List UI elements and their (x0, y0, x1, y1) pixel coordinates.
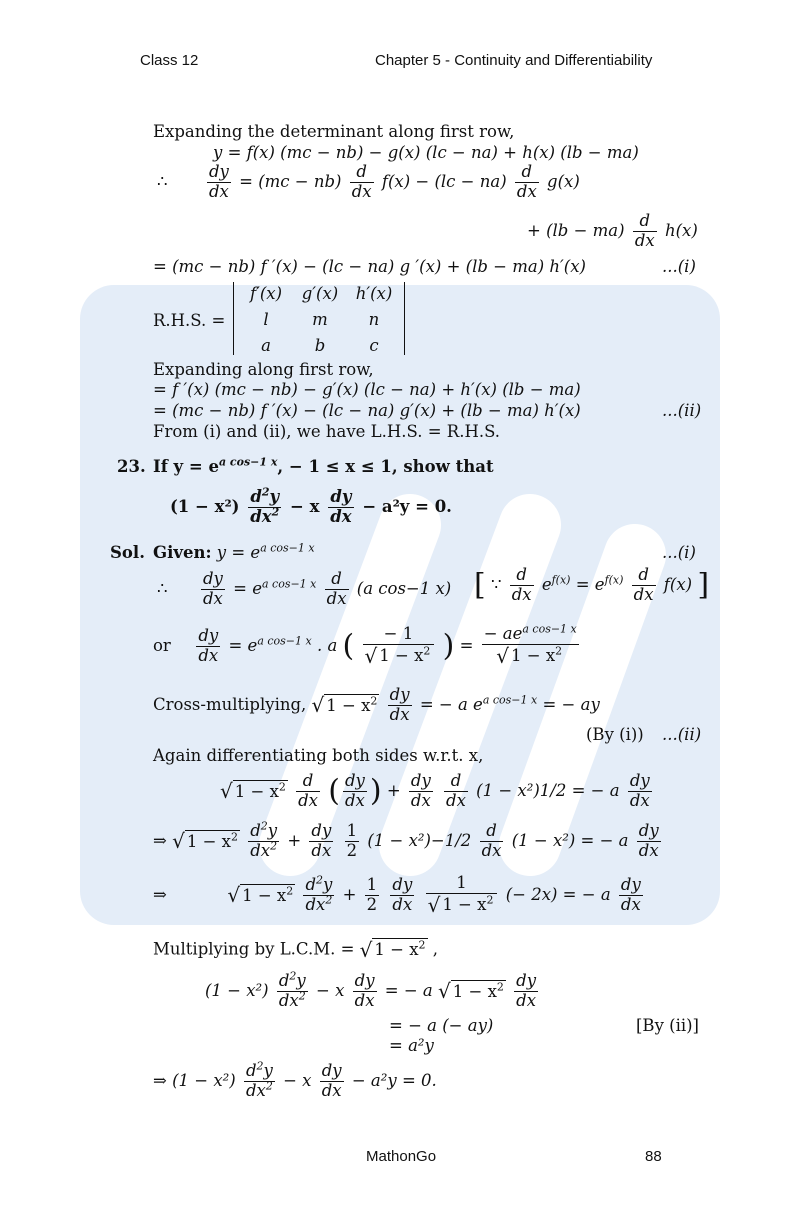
determinant-matrix (233, 282, 405, 355)
fraction: − $ae^{a cos-1 x}$ √ $1 - x^2$ (483, 622, 577, 668)
text-line-2: y = f(x) (mc − nb) − g(x) (lc − na) + h(x) (lb − ma) (213, 143, 639, 162)
solution-step-3: or $\frac{dy}{dx}$ = $e^{a cos-1 x}$ . a ( $\frac{- 1}{√ 1 - x^2}$ ) = − $ae^{a cos-1 x}$ √ $1 - x^2$ (153, 622, 577, 668)
text-line-9: From (i) and (ii), we have L.H.S. = R.H.S. (153, 422, 501, 441)
term: = − a (419, 694, 468, 714)
header-class-label: Class 12 (140, 52, 199, 69)
exponent: a cos−1 x (482, 693, 538, 707)
solution-label: Sol. (110, 543, 145, 562)
exponent: a cos−1 x (261, 577, 317, 591)
half-fraction: $\frac{1}{2}$ (366, 875, 378, 914)
term: h(x) (664, 220, 698, 240)
solution-step-2 (157, 570, 451, 609)
dy-dx-fraction: $\frac{dy}{dx}$ (629, 771, 650, 810)
equation-tag-i: ...(i) (662, 543, 696, 562)
dy-dx-fraction: $\frac{dy}{dx}$ (620, 875, 641, 914)
text-line-1: Expanding the determinant along first row, (153, 122, 515, 141)
implies-symbol: ⇒ (153, 884, 167, 904)
d-dx-fraction: $\frac{d}{dx}$ (633, 565, 654, 604)
d-dx-fraction: $\frac{d}{dx}$ (634, 211, 655, 250)
final-line-1: (1 − x²) $\frac{d^2y}{dx^2}$ − x $\frac{dy}{dx}$ = − a √ $1 - x^2$ $\frac{dy}{dx}$ (205, 969, 537, 1010)
term: = − a (384, 980, 433, 1000)
dy-dx-fraction: $\frac{dy}{dx}$ (638, 821, 659, 860)
d-dx-fraction: $\frac{d}{dx}$ (326, 569, 347, 608)
text-line-5: = (mc − nb) f ′(x) − (lc − na) g ′(x) + (lb − ma) h′(x) (153, 257, 586, 276)
dy-dx-fraction: $\frac{dy}{dx}$ (198, 626, 219, 665)
term: (1 − x²) = − a (511, 830, 629, 850)
matrix-cell: a (261, 336, 271, 355)
term: + (lb − ma) (527, 220, 625, 240)
cross-multiply-line: Cross-multiplying, √ $1 - x^2$ $\frac{dy}{dx}$ = − a $e^{a cos-1 x}$ = − ay (153, 685, 600, 724)
d-dx-fraction: $\frac{d}{dx}$ (446, 771, 466, 810)
dy-dx-fraction: $\frac{dy}{dx}$ (321, 1061, 342, 1100)
dy-dx-fraction: $\frac{dy}{dx}$ (354, 971, 375, 1010)
lcm-label: Multiplying by L.C.M. = (153, 939, 355, 959)
term: f(x) − (lc − na) (381, 171, 507, 191)
term: . a (316, 635, 338, 655)
text-line-8: = (mc − nb) f ′(x) − (lc − na) g′(x) + (lb − ma) h′(x) (153, 401, 581, 420)
header-chapter-title: Chapter 5 - Continuity and Differentiability (375, 52, 653, 69)
dy-dx-fraction: $\frac{dy}{dx}$ (203, 569, 223, 608)
text-line-6: Expanding along first row, (153, 360, 374, 379)
dy-dx-fraction: $\frac{dy}{dx}$ (516, 971, 537, 1010)
matrix-cell: f′(x) (249, 284, 283, 303)
term: = e (233, 578, 262, 598)
term: = (mc − nb) (239, 171, 342, 191)
dy-dx-fraction: $\frac{dy}{dx}$ (410, 771, 431, 810)
equation-tag-ii: ...(ii) (662, 725, 702, 744)
derivative-line-1 (157, 163, 580, 202)
matrix-cell: n (368, 310, 380, 329)
therefore-symbol: ∴ (157, 578, 168, 598)
footer-brand: MathonGo (366, 1148, 437, 1165)
term: (a cos−1 x) (356, 578, 452, 598)
d-dx-fraction: $\frac{d}{dx}$ (511, 565, 532, 604)
or-label: or (153, 635, 171, 655)
equation-tag-ii: ...(ii) (662, 401, 702, 420)
conclusion-line (153, 1059, 437, 1101)
d-dx-fraction: $\frac{d}{dx}$ (516, 162, 537, 201)
dy-dx-fraction: $\frac{dy}{dx}$ (311, 821, 332, 860)
matrix-cell: g′(x) (301, 284, 339, 303)
implies-symbol: ⇒ (153, 830, 167, 850)
by-ii-note: [By (ii)] (636, 1016, 699, 1035)
dy-dx-fraction: $\frac{dy}{dx}$ (209, 162, 229, 201)
d2y-dx2-fraction: $\frac{d^2y}{dx^2}$ (250, 485, 280, 526)
matrix-cell: h′(x) (355, 284, 393, 303)
exponent: a cos−1 x (257, 634, 312, 648)
equation-tag-i: ...(i) (662, 257, 696, 276)
by-i-note: (By (i)) (586, 725, 644, 744)
term: − x (290, 496, 320, 516)
term: = e (228, 635, 258, 655)
question-statement (153, 457, 494, 477)
term: g(x) (547, 171, 580, 191)
fraction: $\frac{1}{√ 1 - x^2}$ (426, 874, 498, 917)
term: (1 − x²)1/2 = − a (476, 780, 620, 800)
question-number: 23. (117, 457, 146, 476)
term: − a²y = 0. (351, 1070, 437, 1090)
term: ⇒ (1 − x²) (153, 1070, 236, 1090)
d-dx-fraction: $\frac{d}{dx}$ (481, 821, 502, 860)
diff-line-1: √ $1 - x^2$ $\frac{d}{dx}$ ( $\frac{dy}{dx}$ ) + $\frac{dy}{dx}$ $\frac{d}{dx}$ (1 − x²)1/2 = − a $\frac{dy}{dx}$ (220, 771, 650, 810)
d-dx-fraction: $\frac{d}{dx}$ (298, 771, 318, 810)
cross-label: Cross-multiplying, (153, 694, 307, 714)
derivative-line-2 (527, 212, 698, 251)
diff-line-2: ⇒ √ $1 - x^2$ $\frac{d^2y}{dx^2}$ + $\frac{dy}{dx}$ $\frac{1}{2}$ (1 − x²)−1/2 $\frac{d}{dx}$ (1 − x²) = − a $\frac{dy}{dx}$ (153, 819, 659, 860)
page-number: 88 (645, 1148, 662, 1165)
dy-dx-fraction: $\frac{dy}{dx}$ (389, 685, 410, 724)
therefore-symbol: ∴ (157, 171, 168, 191)
dy-dx-fraction: $\frac{dy}{dx}$ (392, 875, 413, 914)
given-line (153, 543, 315, 563)
again-line: Again differentiating both sides w.r.t. x, (153, 746, 484, 765)
question-equation (170, 485, 452, 527)
d-dx-fraction: $\frac{d}{dx}$ (351, 162, 372, 201)
matrix-cell: b (314, 336, 326, 355)
dy-dx-fraction: $\frac{dy}{dx}$ (330, 487, 352, 526)
final-line-3: = a²y (389, 1036, 434, 1055)
final-line-2: = − a (− ay) (389, 1016, 494, 1035)
term: y = e (216, 543, 261, 562)
d2y-dx2-fraction: $\frac{d^2y}{dx^2}$ (245, 1059, 273, 1100)
term: (1 − x²)−1/2 (367, 830, 472, 850)
matrix-cell: m (312, 310, 328, 329)
diff-line-3: ⇒ √ $1 - x^2$ $\frac{d^2y}{dx^2}$ + $\frac{1}{2}$ $\frac{dy}{dx}$ $\frac{1}{√ 1 - x^2}$ (− 2x) = − a $\frac{dy}{dx}$ (153, 873, 641, 917)
term: − a²y = 0. (362, 496, 452, 516)
lcm-line: Multiplying by L.C.M. = √ $1 - x^2$ , (153, 938, 439, 962)
text-line-7: = f ′(x) (mc − nb) − g′(x) (lc − na) + h′(x) (lb − ma) (153, 380, 581, 399)
term: (1 − x²) (170, 496, 240, 516)
question-condition: , − 1 ≤ x ≤ 1, show that (277, 457, 494, 476)
d2y-dx2-fraction: $\frac{d^2y}{dx^2}$ (250, 819, 278, 860)
exponent: a cos−1 x (218, 455, 278, 469)
term: = − ay (542, 694, 600, 714)
chain-rule-note: [ ∵ $\frac{d}{dx}$ $e^{f(x)} = e^{f(x)}$ $\frac{d}{dx}$ f(x) ] (474, 565, 710, 604)
term: − x (316, 980, 345, 1000)
given-label: Given: (153, 543, 212, 562)
term: (− 2x) = − a (505, 884, 611, 904)
exponent: a cos−1 x (260, 541, 315, 555)
d2y-dx2-fraction: $\frac{d^2y}{dx^2}$ (278, 969, 306, 1010)
question-text: If y = e (153, 457, 219, 476)
rhs-label: R.H.S. = (153, 311, 226, 330)
matrix-cell: c (369, 336, 379, 355)
half-fraction: $\frac{1}{2}$ (346, 821, 358, 860)
fraction: $\frac{- 1}{√ 1 - x^2}$ (363, 625, 435, 668)
d2y-dx2-fraction: $\frac{d^2y}{dx^2}$ (305, 873, 333, 914)
matrix-cell: l (263, 310, 269, 329)
term: − x (283, 1070, 312, 1090)
because-symbol: ∵ (490, 574, 502, 594)
term: (1 − x²) (205, 980, 269, 1000)
